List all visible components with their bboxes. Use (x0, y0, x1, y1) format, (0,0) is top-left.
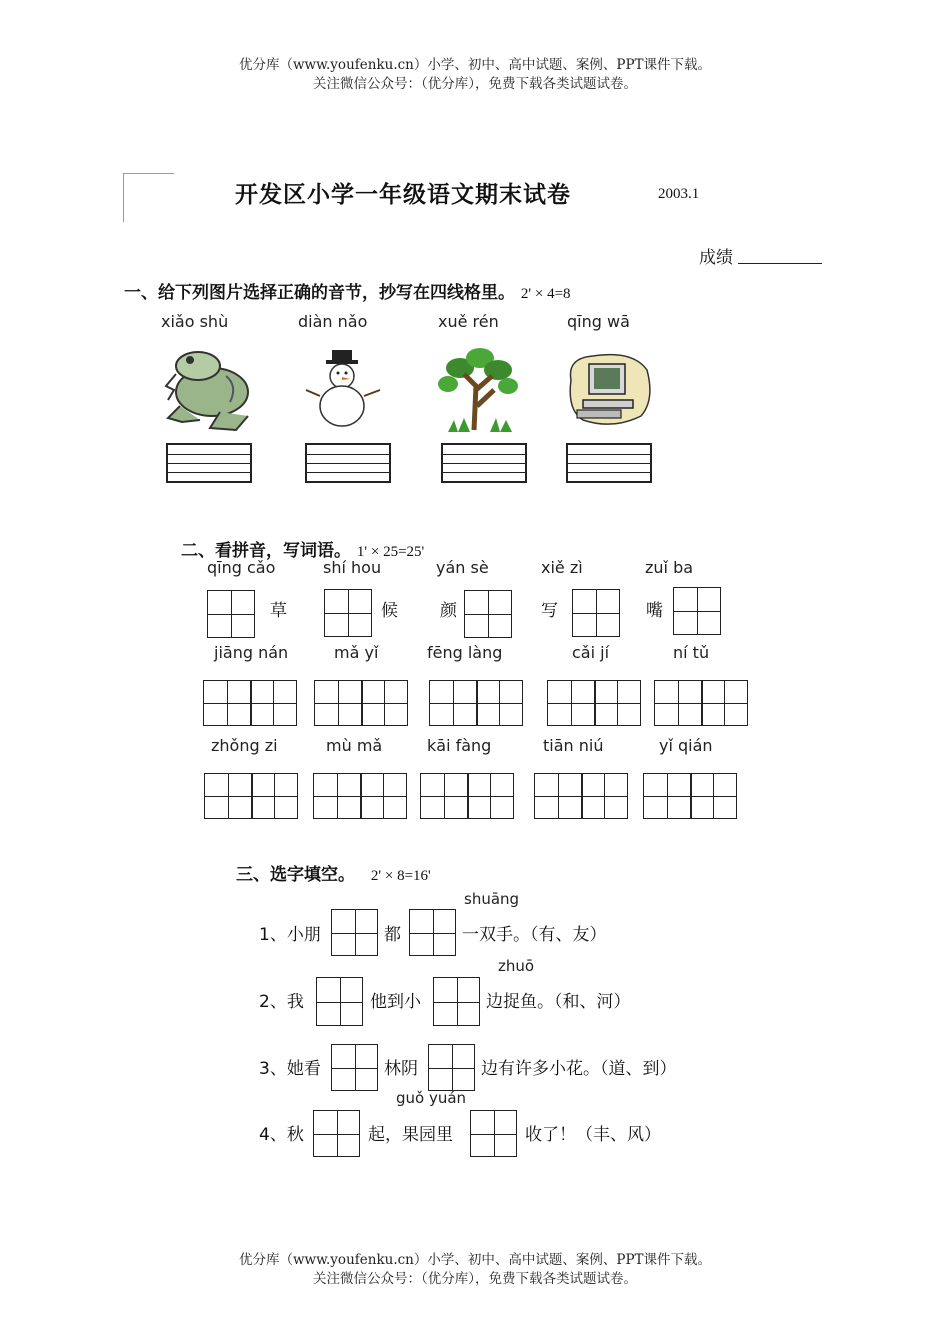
pinyin-word: kāi fàng (427, 736, 492, 755)
word-grid[interactable] (420, 773, 514, 819)
sentence-part: 4、秋 (259, 1125, 304, 1145)
word-grid[interactable] (654, 680, 748, 726)
word-grid[interactable] (203, 680, 297, 726)
word-grid[interactable] (313, 773, 407, 819)
section2-score: 1' × 25=25' (356, 544, 425, 560)
pinyin-word: tiān niú (543, 736, 604, 755)
pinyin-word: zhǒng zi (211, 736, 278, 755)
four-line-grid[interactable] (166, 443, 252, 483)
footer-line-2: 关注微信公众号：（优分库），免费下载各类试题试卷。 (313, 1271, 637, 1287)
tian-grid[interactable] (313, 1110, 360, 1157)
section2-heading: 二、看拼音，写词语。 (181, 541, 351, 561)
word-grid[interactable] (534, 773, 628, 819)
snowman-image (300, 346, 386, 430)
tian-grid[interactable] (316, 977, 363, 1026)
section3-heading: 三、选字填空。 (236, 865, 355, 885)
word-grid[interactable] (547, 680, 641, 726)
sentence-part: 3、她看 (259, 1059, 321, 1079)
score-label: 成绩 (699, 248, 733, 268)
section1-heading: 一、给下列图片选择正确的音节，抄写在四线格里。 (124, 283, 515, 303)
word-grid[interactable] (314, 680, 408, 726)
sentence-part: 1、小朋 (259, 925, 321, 945)
pinyin-word: cǎi jí (572, 643, 610, 662)
tian-grid[interactable] (207, 590, 255, 638)
sentence-part: 边捉鱼。（和、河） (486, 992, 631, 1012)
sentence-part: 收了！（丰、风） (525, 1125, 661, 1145)
pinyin-option: diàn nǎo (298, 312, 368, 331)
four-line-grid[interactable] (305, 443, 391, 483)
pinyin-option: qīng wā (567, 312, 630, 331)
sentence-part: 边有许多小花。（道、到） (481, 1059, 677, 1079)
tian-grid[interactable] (433, 977, 480, 1026)
exam-year: 2003.1 (658, 186, 700, 202)
tian-grid[interactable] (464, 590, 512, 638)
given-char: 草 (270, 601, 287, 621)
computer-image (563, 350, 655, 430)
section1-score: 2' × 4=8 (520, 286, 571, 302)
footer-line-1: 优分库（www.youfenku.cn）小学、初中、高中试题、案例、PPT课件下载。 (238, 1252, 712, 1268)
sentence-part: 一双手。（有、友） (462, 925, 607, 945)
tian-grid[interactable] (331, 1044, 378, 1091)
header-line-1: 优分库（www.youfenku.cn）小学、初中、高中试题、案例、PPT课件下载。 (238, 57, 712, 73)
pinyin-option: xuě rén (438, 312, 499, 331)
pinyin-word: fēng làng (427, 643, 503, 662)
given-char: 嘴 (646, 601, 663, 621)
word-grid[interactable] (204, 773, 298, 819)
pinyin-word: zuǐ ba (645, 558, 694, 577)
four-line-grid[interactable] (566, 443, 652, 483)
tian-grid[interactable] (428, 1044, 475, 1091)
page-title: 开发区小学一年级语文期末试卷 (235, 182, 571, 208)
section3-score: 2' × 8=16' (370, 868, 431, 884)
pinyin-word: xiě zì (541, 558, 583, 577)
pinyin-word: mù mǎ (326, 736, 383, 755)
sentence-part: 林阴 (384, 1059, 418, 1079)
word-grid[interactable] (429, 680, 523, 726)
given-char: 颜 (440, 601, 457, 621)
pinyin-word: yǐ qián (659, 736, 713, 755)
pinyin-word: ní tǔ (673, 643, 710, 662)
given-char: 写 (541, 601, 558, 621)
sentence-part: 起，果园里 (368, 1125, 453, 1145)
frog-image (160, 346, 256, 434)
tian-grid[interactable] (331, 909, 378, 956)
header-line-2: 关注微信公众号：（优分库），免费下载各类试题试卷。 (313, 76, 637, 92)
pinyin-hint: shuāng (464, 890, 520, 908)
tian-grid[interactable] (673, 587, 721, 635)
word-grid[interactable] (643, 773, 737, 819)
pinyin-option: xiǎo shù (161, 312, 229, 331)
sentence-part: 2、我 (259, 992, 304, 1012)
tian-grid[interactable] (409, 909, 456, 956)
tree-image (434, 346, 524, 434)
tian-grid[interactable] (324, 589, 372, 637)
pinyin-word: yán sè (436, 558, 489, 577)
sentence-part: 都 (384, 925, 401, 945)
pinyin-word: jiāng nán (214, 643, 289, 662)
pinyin-hint: zhuō (498, 957, 535, 975)
pinyin-hint: guǒ yuán (396, 1089, 467, 1107)
sentence-part: 他到小 (370, 992, 421, 1012)
pinyin-word: qīng cǎo (207, 558, 276, 577)
corner-mark (123, 173, 174, 222)
pinyin-word: mǎ yǐ (334, 643, 379, 662)
tian-grid[interactable] (572, 589, 620, 637)
tian-grid[interactable] (470, 1110, 517, 1157)
given-char: 候 (381, 601, 398, 621)
score-blank[interactable] (738, 263, 822, 264)
pinyin-word: shí hou (323, 558, 382, 577)
four-line-grid[interactable] (441, 443, 527, 483)
